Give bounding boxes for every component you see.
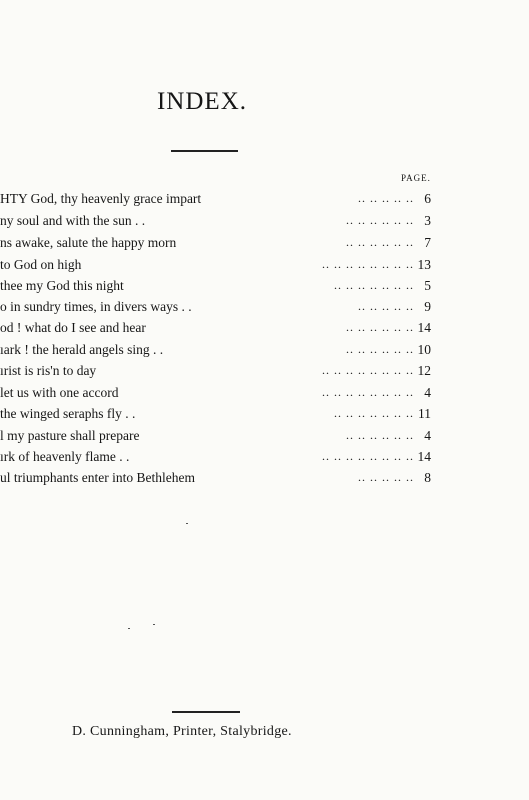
entry-page: 6 — [424, 191, 431, 206]
entry-title: ns awake, salute the happy morn — [0, 235, 177, 250]
entry-title: ıark ! the herald angels sing . . — [0, 342, 164, 357]
index-entry — [0, 191, 440, 211]
index-entry — [0, 235, 440, 255]
entry-title: HTY God, thy heavenly grace impart — [0, 191, 202, 206]
index-entry — [0, 449, 440, 469]
dot-leader: .. .. .. .. .. .. .. — [334, 406, 414, 420]
entry-page: 7 — [424, 235, 431, 250]
dot-leader: .. .. .. .. .. .. — [346, 428, 414, 442]
entry-title: l my pasture shall prepare — [0, 428, 140, 443]
entry-title: ırist is ris'n to day — [0, 363, 97, 378]
dot-leader: .. .. .. .. .. .. .. .. — [322, 449, 414, 463]
title-divider — [171, 150, 238, 152]
index-entry — [0, 342, 440, 362]
index-entry — [0, 278, 440, 298]
index-entry — [0, 470, 440, 490]
entry-title: o in sundry times, in divers ways . . — [0, 299, 192, 314]
entry-page: 14 — [417, 449, 431, 464]
entry-page: 4 — [424, 385, 431, 400]
index-entry — [0, 257, 440, 277]
entry-page: 9 — [424, 299, 431, 314]
dot-leader: .. .. .. .. .. .. .. .. — [322, 385, 414, 399]
dot-leader: .. .. .. .. .. .. — [346, 320, 414, 334]
index-entry — [0, 406, 440, 426]
entry-title: ırk of heavenly flame . . — [0, 449, 130, 464]
footer-divider — [172, 711, 240, 713]
entry-title: ny soul and with the sun . . — [0, 213, 146, 228]
dot-leader: .. .. .. .. .. .. .. .. — [322, 363, 414, 377]
dot-leader: .. .. .. .. .. .. .. — [334, 278, 414, 292]
entry-page: 11 — [418, 406, 431, 421]
index-entry — [0, 213, 440, 233]
entry-title: od ! what do I see and hear — [0, 320, 146, 335]
index-entry — [0, 385, 440, 405]
entry-page: 14 — [417, 320, 431, 335]
printer-imprint: D. Cunningham, Printer, Stalybridge. — [72, 724, 292, 739]
entry-page: 12 — [417, 363, 431, 378]
dot-leader: .. .. .. .. .. — [358, 470, 414, 484]
entry-page: 8 — [424, 470, 431, 485]
entry-title: the winged seraphs fly . . — [0, 406, 136, 421]
entry-page: 3 — [424, 213, 431, 228]
dot-leader: .. .. .. .. .. .. — [346, 342, 414, 356]
dot-leader: .. .. .. .. .. — [358, 191, 414, 205]
index-entry — [0, 428, 440, 448]
index-entry — [0, 320, 440, 340]
paper-speck — [186, 523, 188, 524]
entry-title: to God on high — [0, 257, 82, 272]
paper-speck — [128, 628, 130, 629]
entry-title: thee my God this night — [0, 278, 124, 293]
entry-title: let us with one accord — [0, 385, 119, 400]
entry-page: 13 — [417, 257, 431, 272]
dot-leader: .. .. .. .. .. .. — [346, 235, 414, 249]
entry-page: 10 — [417, 342, 431, 357]
paper-speck — [153, 624, 155, 625]
page-title: INDEX. — [156, 88, 247, 115]
dot-leader: .. .. .. .. .. .. — [346, 213, 414, 227]
dot-leader: .. .. .. .. .. .. .. .. — [322, 257, 414, 271]
page-column-header: PAGE. — [401, 173, 431, 183]
dot-leader: .. .. .. .. .. — [358, 299, 414, 313]
entry-title: ul triumphants enter into Bethlehem — [0, 470, 195, 485]
index-entry — [0, 299, 440, 319]
index-entry — [0, 363, 440, 383]
entry-page: 4 — [424, 428, 431, 443]
entry-page: 5 — [424, 278, 431, 293]
